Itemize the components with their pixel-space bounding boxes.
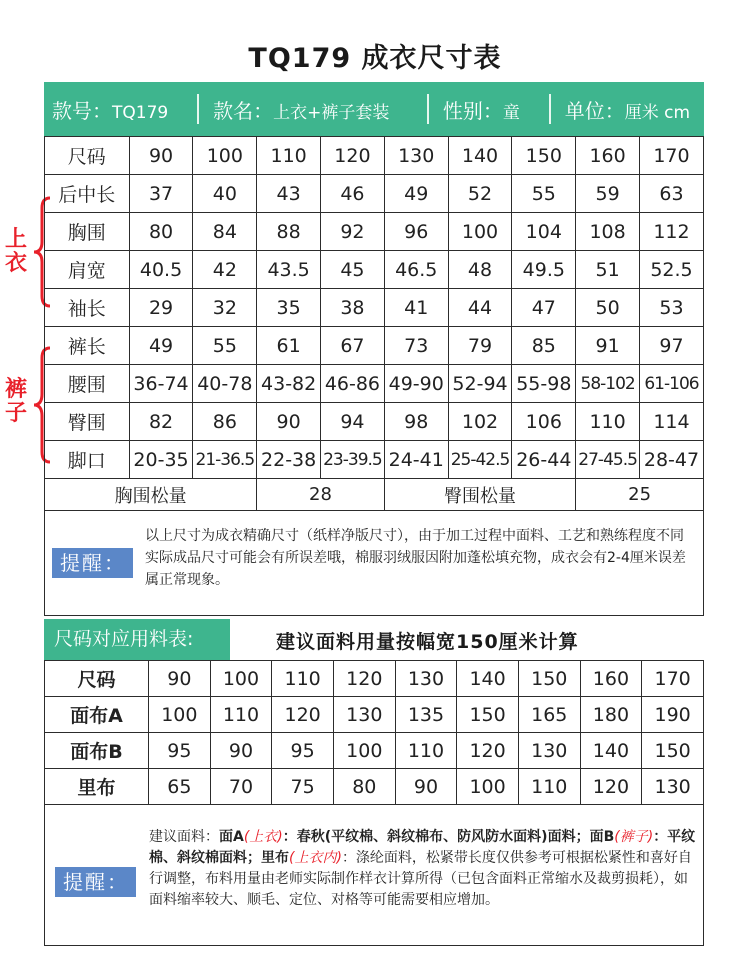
fabric-header-cell: 130 [395,661,457,697]
table-row [45,175,704,213]
fabric-header-cell: 150 [518,661,580,697]
table-cell: 120 [272,697,334,733]
gender-label: 性别： [442,98,503,123]
unit [557,95,704,124]
size-header-cell: 140 [448,137,512,175]
table-cell: 32 [193,289,257,327]
table-cell: 92 [321,213,385,251]
fabric-header-label: 尺码 [45,661,149,697]
table-cell: 110 [576,403,640,441]
table-cell: 43-82 [257,365,321,403]
table-cell: 40.5 [129,251,193,289]
table-cell: 35 [257,289,321,327]
table-cell: 98 [384,403,448,441]
table-cell: 102 [448,403,512,441]
row-label: 臀围 [45,403,130,441]
gender-value: 童 [502,102,520,123]
table-cell: 94 [321,403,385,441]
fabric-notice-text [149,827,697,911]
table-cell: 120 [457,733,519,769]
size-header-cell: 130 [384,137,448,175]
table-cell: 27-45.5 [576,441,640,479]
size-header-cell: 90 [129,137,193,175]
notice-text: 以上尺寸为成衣精确尺寸（纸样净版尺寸），由于加工过程中面料、工艺和熟练程度不同实际成品尺寸可能会有所误差哦，棉服羽绒服因附加蓬松填充物，成衣会有2-4厘米误差属正常现象。 [145,528,686,588]
table-row [45,327,704,365]
fabric-header-cell: 120 [333,661,395,697]
fabric-header-cell: 160 [580,661,642,697]
table-cell: 28-47 [639,441,703,479]
table-cell: 46 [321,175,385,213]
page-title: TQ179 成衣尺寸表 [248,43,502,74]
table-row [45,441,704,479]
table-cell: 55 [193,327,257,365]
fabric-notice-tag: 提醒： [55,867,137,897]
fabric-a-note: (上衣) [243,829,283,845]
fabric-header-cell: 110 [272,661,334,697]
table-cell: 130 [642,769,704,805]
hip-ease-label: 臀围松量 [384,479,576,511]
table-cell: 24-41 [384,441,448,479]
size-header-cell: 170 [639,137,703,175]
table-cell: 63 [639,175,703,213]
table-cell: 22-38 [257,441,321,479]
table-cell: 100 [448,213,512,251]
table-cell: 85 [512,327,576,365]
table-row [45,733,704,769]
table-cell: 25-42.5 [448,441,512,479]
fabric-tag: 尺码对应用料表: [44,619,230,660]
divider [549,94,551,124]
table-cell: 52-94 [448,365,512,403]
row-label: 面布B [45,733,149,769]
table-cell: 150 [457,697,519,733]
table-cell: 110 [395,733,457,769]
style-no-label: 款号： [52,98,112,123]
fabric-a-text: ：春秋(平纹棉、斜纹棉布、防风防水面料)面料； [282,829,590,845]
fabric-lining-text: ：涤纶面料，松紧带长度仅供参考可根据松紧性和喜好自行调整，布料用量由老师实际制作样衣计算所得（已包含面料正常缩水及裁剪损耗），如面料缩率较大、顺毛、定位、对格等可能需要相应增加。 [149,850,692,908]
fabric-subtitle: 建议面料用量按幅宽150厘米计算 [276,631,579,653]
style-name [205,95,421,124]
table-cell: 49.5 [512,251,576,289]
table-cell: 90 [257,403,321,441]
row-label: 袖长 [45,289,130,327]
fabric-header-cell: 140 [457,661,519,697]
table-cell: 55-98 [512,365,576,403]
table-row [45,251,704,289]
fabric-notice-box [44,804,704,946]
top-side-label: 上衣 [4,227,27,276]
table-cell: 58-102 [576,365,640,403]
divider [197,94,199,124]
divider [427,94,429,124]
table-cell: 96 [384,213,448,251]
table-cell: 42 [193,251,257,289]
style-no-value: TQ179 [112,102,169,123]
table-cell: 97 [639,327,703,365]
table-cell: 43 [257,175,321,213]
row-label: 后中长 [45,175,130,213]
table-row [45,365,704,403]
table-cell: 100 [457,769,519,805]
gender [435,95,543,124]
table-cell: 120 [580,769,642,805]
fabric-lining-label: 里布 [261,850,289,866]
table-cell: 47 [512,289,576,327]
fabric-a-label: 面A [219,829,244,845]
table-cell: 41 [384,289,448,327]
table-cell: 52.5 [639,251,703,289]
table-cell: 70 [210,769,272,805]
table-cell: 65 [149,769,211,805]
table-row [45,769,704,805]
fabric-b-text: ：平纹棉、斜纹棉面料； [149,829,696,866]
fabric-header-cell: 90 [149,661,211,697]
size-header-cell: 100 [193,137,257,175]
fabric-header [44,619,704,660]
table-cell: 73 [384,327,448,365]
table-row [45,403,704,441]
table-cell: 61-106 [639,365,703,403]
table-cell: 80 [129,213,193,251]
table-cell: 150 [642,733,704,769]
row-label: 腰围 [45,365,130,403]
table-cell: 36-74 [129,365,193,403]
table-row [45,213,704,251]
table-cell: 40 [193,175,257,213]
size-header-label: 尺码 [45,137,130,175]
table-cell: 165 [518,697,580,733]
table-cell: 140 [580,733,642,769]
table-cell: 108 [576,213,640,251]
style-no [44,95,191,124]
size-header-cell: 120 [321,137,385,175]
table-cell: 40-78 [193,365,257,403]
table-row [45,289,704,327]
row-label: 裤长 [45,327,130,365]
table-cell: 190 [642,697,704,733]
table-cell: 82 [129,403,193,441]
size-header-cell: 150 [512,137,576,175]
table-cell: 26-44 [512,441,576,479]
table-cell: 106 [512,403,576,441]
table-cell: 75 [272,769,334,805]
fabric-header-cell: 170 [642,661,704,697]
ease-row [45,479,704,511]
table-cell: 100 [149,697,211,733]
style-name-value: 上衣+裤子套装 [273,102,390,123]
fabric-b-note: (裤子) [614,829,654,845]
table-cell: 23-39.5 [321,441,385,479]
table-cell: 79 [448,327,512,365]
table-cell: 80 [333,769,395,805]
notice-box [44,508,704,616]
table-cell: 84 [193,213,257,251]
row-label: 脚口 [45,441,130,479]
table-cell: 50 [576,289,640,327]
table-cell: 110 [518,769,580,805]
table-cell: 43.5 [257,251,321,289]
table-cell: 44 [448,289,512,327]
row-label: 肩宽 [45,251,130,289]
notice-tag: 提醒： [52,548,134,578]
table-cell: 130 [518,733,580,769]
table-cell: 90 [210,733,272,769]
table-cell: 48 [448,251,512,289]
table-cell: 112 [639,213,703,251]
table-cell: 67 [321,327,385,365]
table-cell: 90 [395,769,457,805]
unit-value: 厘米 cm [624,102,691,123]
chest-ease-value: 28 [257,479,385,511]
pants-side-label: 裤子 [4,377,27,426]
table-cell: 104 [512,213,576,251]
fabric-b-label: 面B [589,829,615,845]
table-cell: 100 [333,733,395,769]
table-cell: 135 [395,697,457,733]
table-cell: 37 [129,175,193,213]
table-cell: 46-86 [321,365,385,403]
size-header-row [45,137,704,175]
table-row [45,697,704,733]
size-table [44,136,704,511]
table-cell: 21-36.5 [193,441,257,479]
table-cell: 38 [321,289,385,327]
table-cell: 52 [448,175,512,213]
table-cell: 46.5 [384,251,448,289]
table-cell: 110 [210,697,272,733]
size-header-cell: 160 [576,137,640,175]
table-cell: 95 [272,733,334,769]
row-label: 胸围 [45,213,130,251]
table-cell: 86 [193,403,257,441]
table-cell: 114 [639,403,703,441]
table-cell: 55 [512,175,576,213]
table-cell: 29 [129,289,193,327]
table-cell: 61 [257,327,321,365]
table-cell: 53 [639,289,703,327]
fabric-notice-intro: 建议面料： [149,829,219,845]
table-cell: 95 [149,733,211,769]
table-cell: 180 [580,697,642,733]
table-cell: 88 [257,213,321,251]
table-cell: 91 [576,327,640,365]
row-label: 面布A [45,697,149,733]
table-cell: 51 [576,251,640,289]
size-header-cell: 110 [257,137,321,175]
unit-label: 单位： [564,98,625,123]
table-cell: 49 [129,327,193,365]
table-cell: 59 [576,175,640,213]
table-cell: 49 [384,175,448,213]
style-info-bar [44,82,704,136]
hip-ease-value: 25 [576,479,704,511]
table-cell: 45 [321,251,385,289]
fabric-header-cell: 100 [210,661,272,697]
fabric-header-row [45,661,704,697]
row-label: 里布 [45,769,149,805]
fabric-lining-note: (上衣内) [289,850,342,866]
table-cell: 49-90 [384,365,448,403]
chest-ease-label: 胸围松量 [45,479,257,511]
fabric-table [44,660,704,805]
table-cell: 20-35 [129,441,193,479]
style-name-label: 款名： [213,98,274,123]
table-cell: 130 [333,697,395,733]
